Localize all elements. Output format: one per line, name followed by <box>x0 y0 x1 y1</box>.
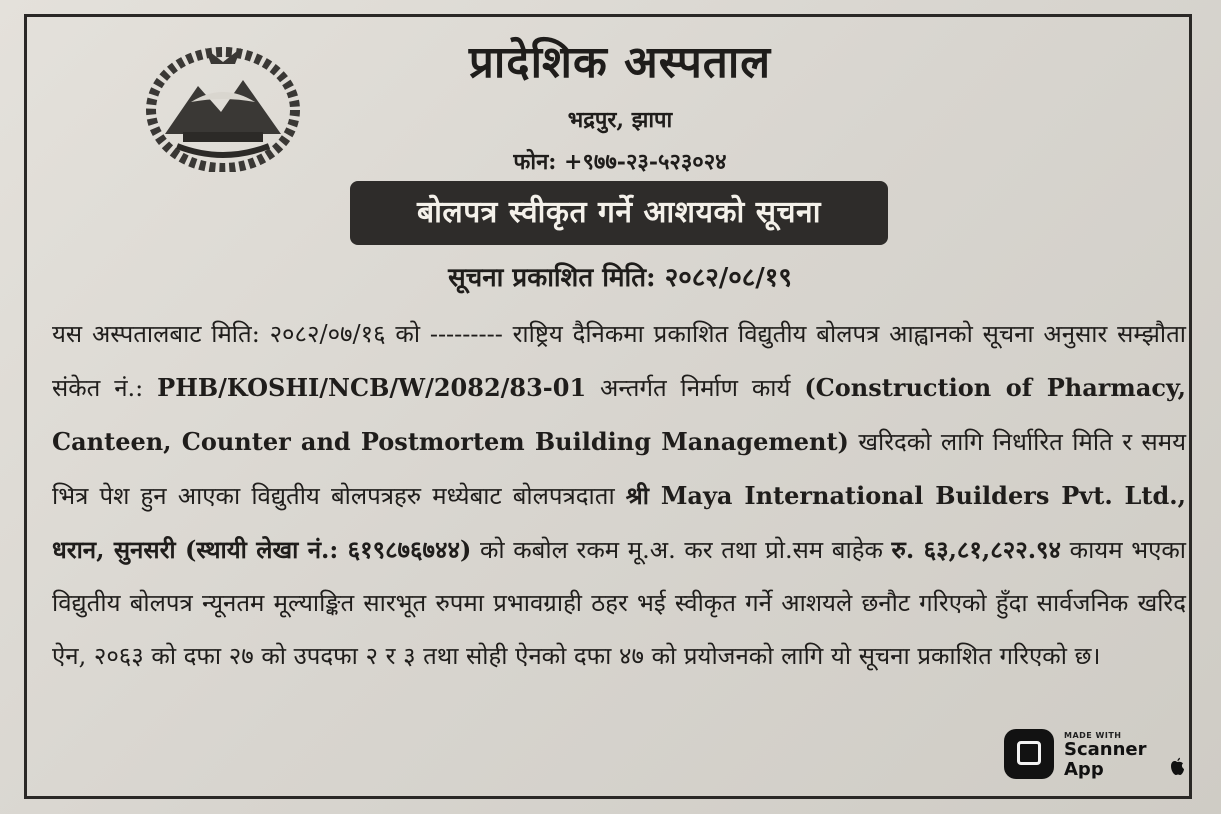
work-description: (Construction of Pharmacy, Canteen, Counter and Postmortem Building Management) <box>52 373 1186 456</box>
bidder-name: श्री Maya International Builders Pvt. Ltd., धरान, सुनसरी (स्थायी लेखा नं.: ६१९८७६७४४) <box>52 481 1186 564</box>
scanner-app-icon <box>1004 729 1054 779</box>
notice-body <box>52 308 1186 683</box>
app-name-label: Scanner App <box>1064 739 1147 780</box>
hospital-address: भद्रपुर, झापा <box>567 107 673 133</box>
body-text-4: को कबोल रकम मू.अ. कर तथा प्रो.सम बाहेक <box>471 536 892 564</box>
body-text-2: अन्तर्गत निर्माण कार्य <box>586 374 805 402</box>
body-text-5: कायम भएका विद्युतीय बोलपत्र न्यूनतम मूल्याङ्कित सारभूत रुपमा प्रभावग्राही ठहर भई स्वीकृत गर्ने आशयले छनौट गरिएको हुँदा सार्वजनिक खरिद ऐन, २०६३ को दफा २७ को उपदफा २ र ३ तथा सोही ऐनको दफा ४७ को प्रयोजनको लागि यो सूचना प्रकाशित गरिएको छ। <box>52 536 1187 670</box>
bid-amount: रु. ६३,८१,८२२.९४ <box>891 535 1062 564</box>
made-with-label: MADE WITH <box>1064 731 1122 740</box>
hospital-phone: फोन: +९७७-२३-५२३०२४ <box>513 149 727 175</box>
publication-date: सूचना प्रकाशित मिति: २०८२/०८/१९ <box>448 263 792 293</box>
apple-logo-icon <box>1168 757 1186 777</box>
body-text-3: खरिदको लागि निर्धारित मिति र समय भित्र पेश हुन आएका विद्युतीय बोलपत्रहरु मध्येबाट बोलपत्रदाता <box>52 428 1186 510</box>
body-text-1: यस अस्पतालबाट मिति: २०८२/०७/१६ को --------- राष्ट्रिय दैनिकमा प्रकाशित विद्युतीय बोलपत्र आह्वानको सूचना अनुसार सम्झौता संकेत नं.: <box>52 320 1186 402</box>
scanner-app-watermark <box>1004 727 1188 783</box>
nepal-emblem-icon <box>143 42 303 172</box>
hospital-name: प्रादेशिक अस्पताल <box>468 37 772 88</box>
contract-number: PHB/KOSHI/NCB/W/2082/83-01 <box>157 373 587 402</box>
notice-heading-banner: बोलपत्र स्वीकृत गर्ने आशयको सूचना <box>350 181 888 245</box>
